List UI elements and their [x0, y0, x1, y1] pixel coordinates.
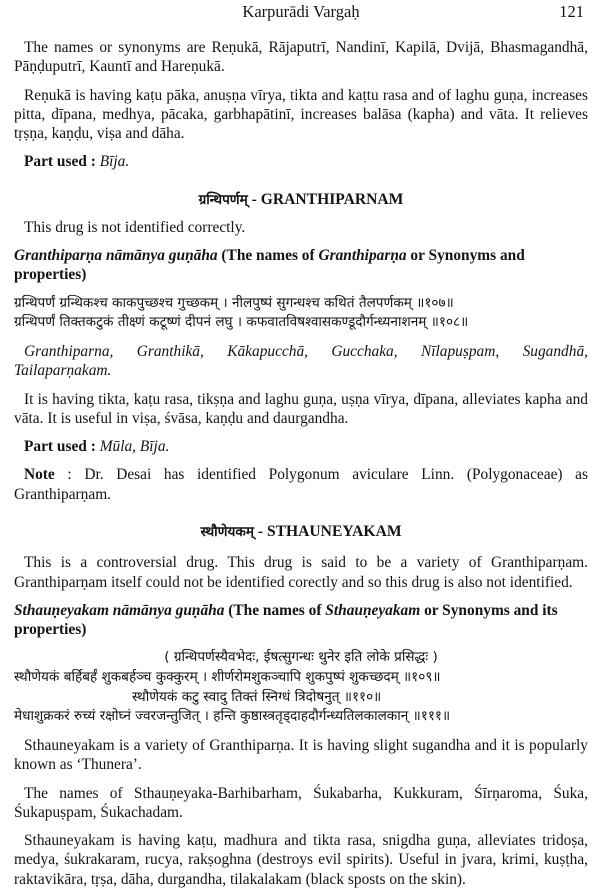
heading-devanagari: ग्रन्थिपर्णम् — [198, 191, 248, 208]
names-heading-term: Granthiparṇa nāmānya guṇāha — [14, 247, 218, 265]
sthauneyakam-properties: Sthauneyakam is having kaṭu, madhura and tikta rasa, snigdha guṇa, alleviates tridoṣa, medya, śukrakaram, rucya, rakṣoghna (destroys evil spirits). Useful in jvara, krimi, kuṣṭha, raktavikāra, tṛṣa, dāha, durgandha, tilakalakam (black sposts on the skin). — [14, 832, 588, 888]
sanskrit-verse-109: स्थौणेयकं बर्हिबर्हं शुकबर्हञ्च कुक्कुरम् । शीर्णरोमशुकञ्चापि शुकपुष्पं शुकच्छदम् ॥१०९॥ — [14, 669, 441, 686]
section-heading-sthauneyakam — [14, 522, 588, 541]
note-text: : Dr. Desai has identified Polygonum aviculare Linn. (Polygonaceae) as Granthiparṇam. — [14, 466, 588, 503]
renuka-part-used — [14, 152, 588, 171]
heading-latin: - STHAUNEYAKAM — [253, 522, 402, 540]
section-heading-granthiparnam — [14, 190, 588, 209]
renuka-synonyms: The names or synonyms are Reṇukā, Rājaputrī, Nandinī, Kapilā, Dvijā, Bhasmagandhā, Pāṇḍuputrī, Kauntī and Hareṇukā. — [14, 39, 588, 76]
granthiparnam-identification-note — [14, 465, 588, 504]
part-used-label: Part used : — [24, 153, 96, 171]
part-used-label: Part used : — [24, 438, 96, 456]
granthiparnam-names-heading: Granthiparṇa nāmānya guṇāha (The names of Granthiparṇa or Synonyms and properties) — [14, 247, 525, 284]
running-title: Karpurādi Vargaḥ — [242, 2, 360, 21]
granthiparnam-note1: This drug is not identified correctly. — [24, 218, 246, 236]
part-used-value: Mūla, Bīja. — [99, 438, 170, 456]
sanskrit-verse-110: स्थौणेयकं कटु स्वादु तिक्तं स्निग्धं त्रिदोषनुत् ॥११०॥ — [132, 688, 382, 705]
heading-devanagari: स्थौणेयकम् — [200, 523, 254, 540]
part-used-value: Bīja. — [99, 153, 130, 171]
sanskrit-verse-note: ( ग्रन्थिपर्णस्यैवभेदः, ईषत्सुगन्धः थुनेर इति लोके प्रसिद्धः ) — [164, 649, 438, 666]
sanskrit-verse-108: ग्रन्थिपर्णं तिक्तकटुकं तीक्ष्णं कटूष्णं दीपनं लघु । कफवातविषश्वासकण्डूदौर्गन्ध्यनाशनम् ॥१०८॥ — [14, 314, 469, 331]
granthiparnam-part-used — [14, 437, 588, 456]
sthauneyakam-names: The names of Sthauṇeyaka-Barhibarham, Śukabarha, Kukkuram, Śīrṇaroma, Śuka, Śukapuṣpam, Śukachadam. — [14, 784, 588, 821]
sanskrit-verse-111: मेधाशुक्रकरं रुच्यं रक्षोघ्नं ज्वरजन्तुजित् । हन्ति कुष्ठास्त्रतृड्दाहदौर्गन्ध्यतिलकालकान् ॥१११॥ — [14, 708, 451, 725]
sthauneyakam-variety: Sthauneyakam is a variety of Granthiparṇa. It is having slight sugandha and it is popularly known as ‘Thunera’. — [14, 737, 588, 774]
names-heading-term: Sthauṇeyakam nāmānya guṇāha — [14, 601, 225, 619]
granthiparnam-synonyms: Granthiparna, Granthikā, Kākapucchā, Gucchaka, Nīlapuṣpam, Sugandhā, Tailaparṇakam. — [14, 343, 588, 380]
heading-latin: - GRANTHIPARNAM — [247, 190, 404, 208]
sanskrit-verse-107: ग्रन्थिपर्णं ग्रन्थिकश्च काकपुच्छश्च गुच्छकम् । नीलपुष्पं सुगन्धश्च कथितं तैलपर्णकम् ॥१०७॥ — [14, 294, 454, 311]
granthiparnam-properties: It is having tikta, kaṭu rasa, tikṣṇa and laghu guṇa, uṣṇa vīrya, dīpana, alleviates kapha and vāta. It is useful in viṣa, śvāsa, kaṇḍu and daurgandha. — [14, 390, 588, 427]
sthauneyakam-intro: This is a controversial drug. This drug is said to be a variety of Granthiparṇam. Granthiparṇam itself could not be identified corectly and so this drug is also not identified. — [14, 554, 588, 591]
sthauneyakam-names-heading: Sthauṇeyakam nāmānya guṇāha (The names of Sthauṇeyakam or Synonyms and its properties) — [14, 601, 558, 639]
running-head — [14, 0, 588, 26]
renuka-properties: Reṇukā is having kaṭu pāka, anuṣṇa vīrya, tikta and kaṭtu rasa and of laghu guṇa, increases pitta, dīpana, medhya, pācaka, garbhapātinī, increases balāsa (kapha) and vāta. It relieves tṛṣṇa, kaṇḍu, viṣa and dāha. — [14, 86, 588, 142]
page-number: 121 — [559, 2, 584, 21]
note-label: Note — [24, 466, 55, 484]
